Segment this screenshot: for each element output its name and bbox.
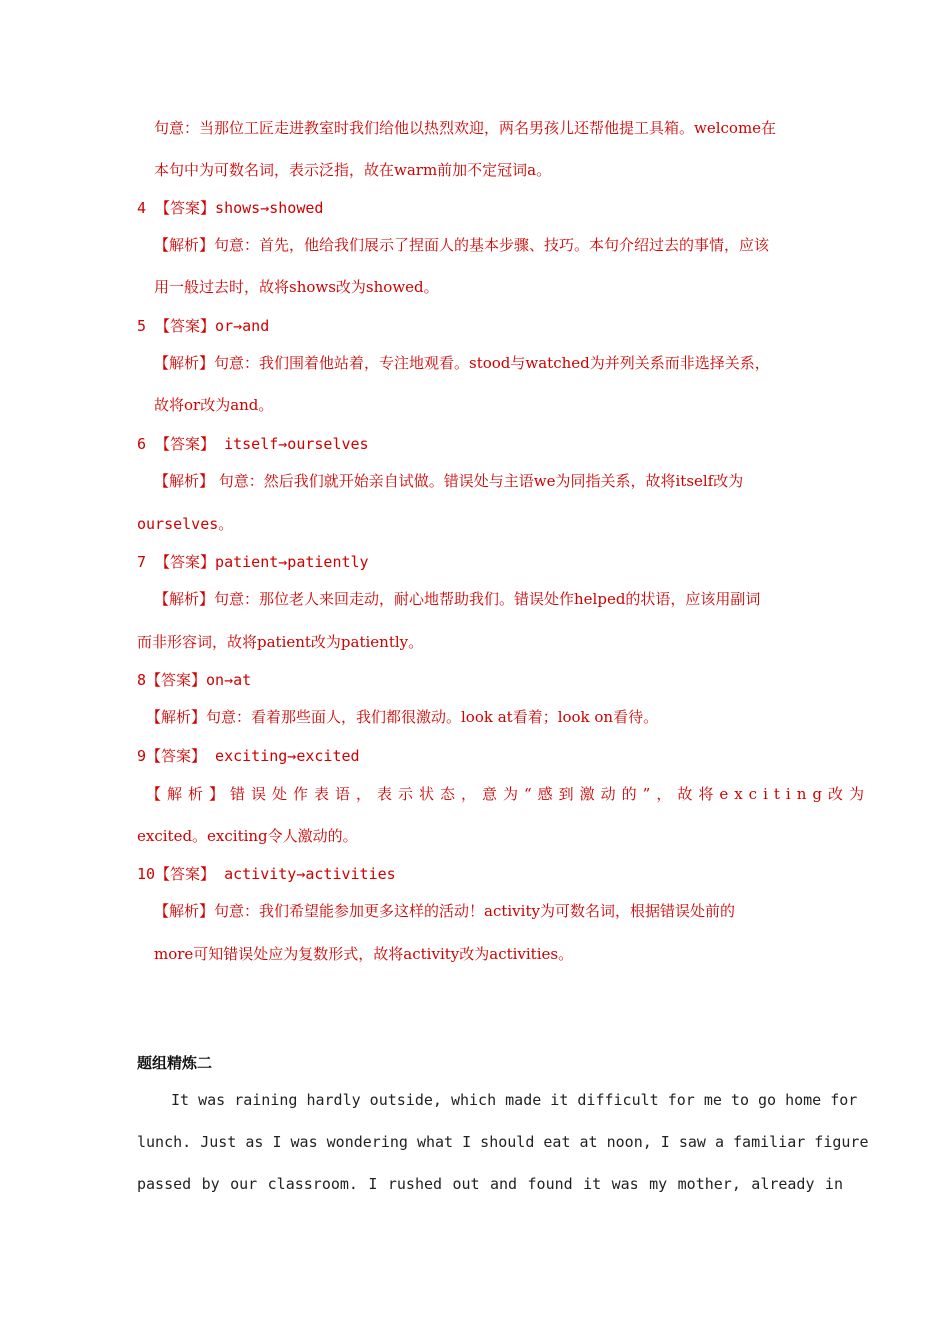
explanation-7-line2: 而非形容词，故将patient改为patiently。 bbox=[137, 633, 424, 651]
explanation-10-line2: more可知错误处应为复数形式，故将activity改为activities。 bbox=[154, 945, 574, 963]
explanation-6-line2: ourselves。 bbox=[137, 515, 234, 533]
explanation-8: 【解析】句意：看着那些面人，我们都很激动。look at看着；look on看待。 bbox=[146, 708, 659, 726]
passage-line: lunch. Just as I was wondering what I should eat at noon, I saw a familiar figure bbox=[137, 1133, 869, 1151]
explanation-line: 本句中为可数名词，表示泛指，故在warm前加不定冠词a。 bbox=[154, 161, 552, 179]
section-heading: 题组精炼二 bbox=[137, 1054, 213, 1072]
answer-6: 6 【答案】 itself→ourselves bbox=[137, 435, 369, 453]
answer-7: 7 【答案】patient→patiently bbox=[137, 553, 369, 571]
answer-5: 5 【答案】or→and bbox=[137, 317, 270, 335]
answer-4: 4 【答案】shows→showed bbox=[137, 199, 324, 217]
explanation-10-line1: 【解析】句意：我们希望能参加更多这样的活动！activity为可数名词，根据错误处前的 bbox=[154, 902, 735, 920]
explanation-9-line2: excited。exciting令人激动的。 bbox=[137, 827, 358, 845]
answer-8: 8【答案】on→at bbox=[137, 671, 252, 689]
explanation-9-line1: 【解析】错误处作表语，表示状态，意为“感到激动的”，故将exciting改为 bbox=[146, 785, 870, 803]
answer-10: 10【答案】 activity→activities bbox=[137, 865, 396, 883]
answer-9: 9【答案】 exciting→excited bbox=[137, 747, 360, 765]
explanation-7-line1: 【解析】句意：那位老人来回走动，耐心地帮助我们。错误处作helped的状语，应该用副词 bbox=[154, 590, 761, 608]
passage-line: passed by our classroom. I rushed out and found it was my mother, already in bbox=[137, 1175, 843, 1193]
explanation-5-line1: 【解析】句意：我们围着他站着，专注地观看。stood与watched为并列关系而非选择关系， bbox=[154, 354, 770, 372]
explanation-6-line1: 【解析】 句意：然后我们就开始亲自试做。错误处与主语we为同指关系，故将itself改为 bbox=[154, 472, 744, 490]
explanation-line: 句意：当那位工匠走进教室时我们给他以热烈欢迎，两名男孩儿还帮他提工具箱。welcome在 bbox=[154, 119, 777, 137]
passage-line: It was raining hardly outside, which made it difficult for me to go home for bbox=[171, 1091, 858, 1109]
explanation-5-line2: 故将or改为and。 bbox=[154, 396, 274, 414]
explanation-4-line2: 用一般过去时，故将shows改为showed。 bbox=[154, 278, 439, 296]
explanation-4-line1: 【解析】句意：首先，他给我们展示了捏面人的基本步骤、技巧。本句介绍过去的事情，应该 bbox=[154, 236, 770, 254]
